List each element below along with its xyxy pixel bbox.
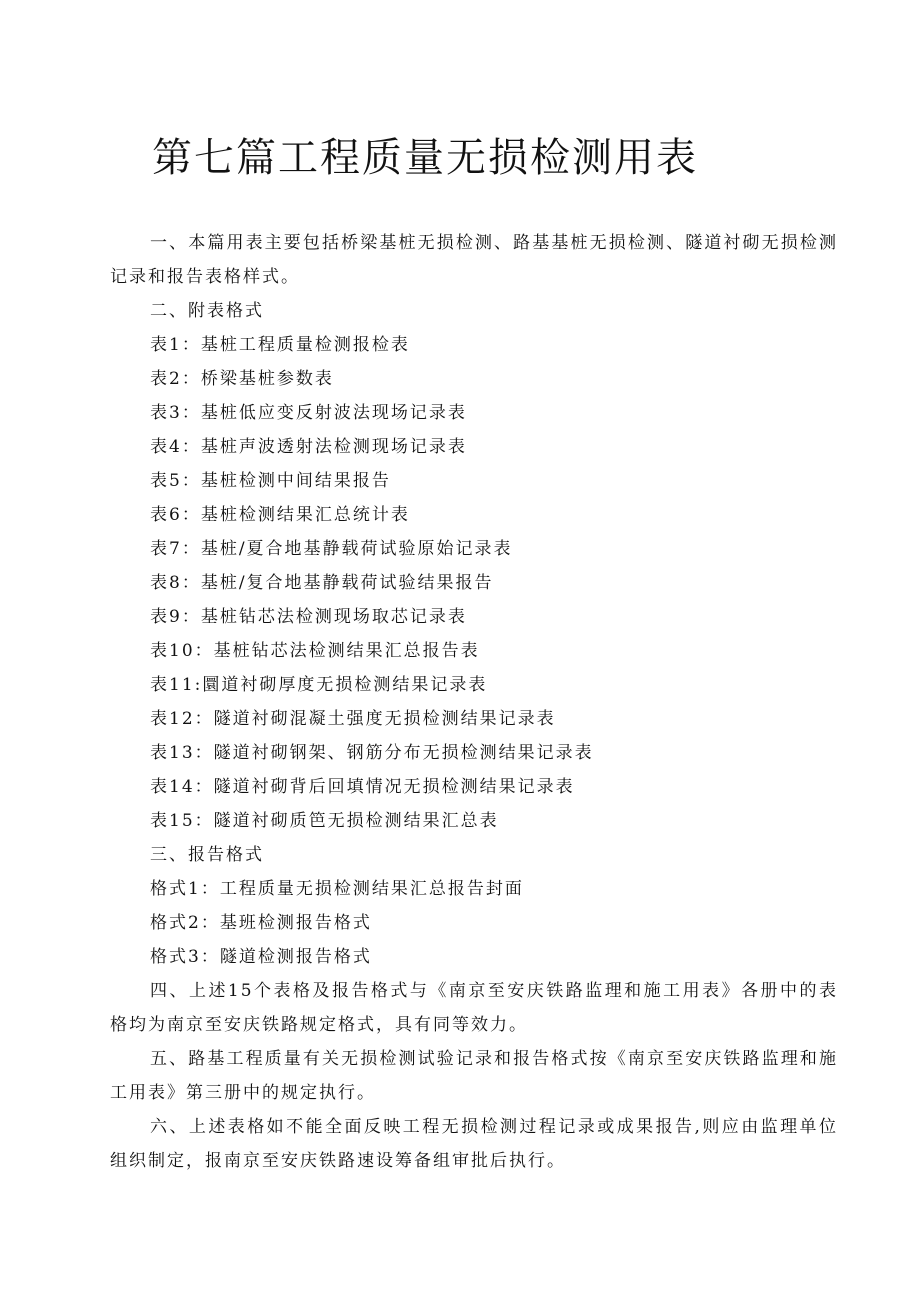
table-list-item: 表6：基桩检测结果汇总统计表	[150, 505, 410, 525]
report-list-item: 格式3：隧道检测报告格式	[150, 947, 372, 967]
report-list-item: 格式2：基班检测报告格式	[150, 913, 372, 933]
paragraph-4: 四、上述15个表格及报告格式与《南京至安庆铁路监理和施工用表》各册中的表格均为南京至安庆铁路规定格式，具有同等效力。	[110, 981, 838, 1035]
table-list-item: 表3：基桩低应变反射波法现场记录表	[150, 403, 467, 423]
table-list-item: 表13：隧道衬砌钢架、钢筋分布无损检测结果记录表	[150, 743, 594, 763]
table-list-item: 表11:圜道衬砌厚度无损检测结果记录表	[150, 675, 488, 695]
document-body	[110, 226, 838, 1178]
table-list-item: 表14：隧道衬砌背后回填情况无损检测结果记录表	[150, 777, 575, 797]
page-title: 第七篇工程质量无损检测用表	[152, 135, 698, 181]
table-list-item: 表1：基桩工程质量检测报检表	[150, 335, 410, 355]
table-list-item: 表10：基桩钻芯法检测结果汇总报告表	[150, 641, 480, 661]
section-heading-reports: 三、报告格式	[150, 845, 264, 865]
table-list-item: 表15：隧道衬砌质笆无损检测结果汇总表	[150, 811, 499, 831]
table-list-item: 表8：基桩/复合地基静载荷试验结果报告	[150, 573, 494, 593]
paragraph-5: 五、路基工程质量有关无损检测试验记录和报告格式按《南京至安庆铁路监理和施工用表》第三册中的规定执行。	[110, 1049, 838, 1103]
table-list-item: 表2：桥梁基桩参数表	[150, 369, 334, 389]
section-heading-tables: 二、附表格式	[150, 301, 264, 321]
report-list-item: 格式1：工程质量无损检测结果汇总报告封面	[150, 879, 524, 899]
table-list-item: 表4：基桩声波透射法检测现场记录表	[150, 437, 467, 457]
paragraph-6: 六、上述表格如不能全面反映工程无损检测过程记录或成果报告,则应由监理单位组织制定，报南京至安庆铁路速设筹备组审批后执行。	[110, 1117, 838, 1171]
table-list-item: 表5：基桩检测中间结果报告	[150, 471, 391, 491]
intro-paragraph: 一、本篇用表主要包括桥梁基桩无损检测、路基基桩无损检测、隧道衬砌无损检测记录和报告表格样式。	[110, 233, 838, 287]
table-list-item: 表7：基桩/夏合地基静载荷试验原始记录表	[150, 539, 513, 559]
table-list-item: 表12：隧道衬砌混凝土强度无损检测结果记录表	[150, 709, 556, 729]
table-list-item: 表9：基桩钻芯法检测现场取芯记录表	[150, 607, 467, 627]
